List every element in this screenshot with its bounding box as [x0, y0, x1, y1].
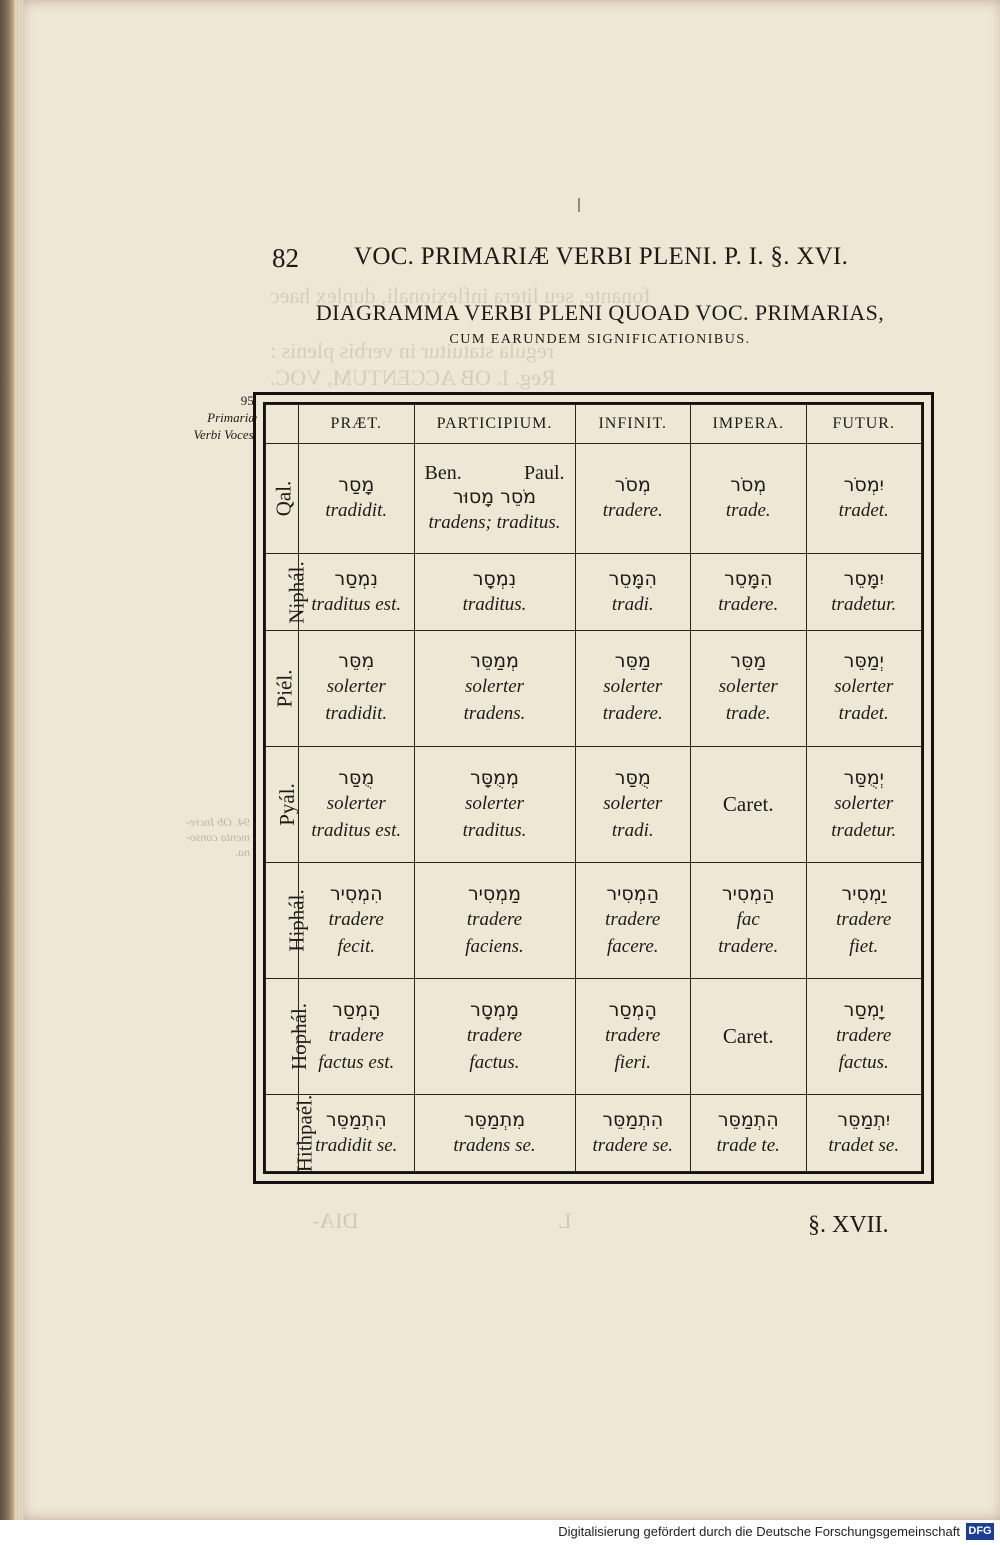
- row-label-text: Hophál.: [287, 1003, 312, 1071]
- table-row: [266, 863, 922, 979]
- ink-smudge: [578, 198, 580, 212]
- hebrew-form: מָמְסָר: [470, 998, 519, 1021]
- table-cell: [414, 979, 575, 1095]
- participle-subhead: Paul.: [523, 461, 565, 484]
- table-cell: [806, 979, 922, 1095]
- diagram-title: DIAGRAMMA VERBI PLENI QUOAD VOC. PRIMARIAS,: [315, 300, 885, 325]
- latin-gloss: trade.: [725, 500, 771, 522]
- table-cell: [575, 444, 691, 554]
- latin-gloss: fac: [736, 908, 760, 930]
- table-row: [266, 630, 922, 746]
- table-cell: [806, 863, 922, 979]
- table-cell: [414, 746, 575, 862]
- table-cell: [691, 863, 807, 979]
- latin-gloss: tradere: [836, 1024, 892, 1046]
- latin-gloss: factus est.: [318, 1051, 395, 1073]
- latin-gloss: faciens.: [465, 935, 524, 957]
- latin-gloss: solerter: [326, 792, 386, 814]
- hebrew-form: מָסַר: [338, 474, 375, 497]
- hebrew-form: מַמְסִיר: [467, 882, 522, 905]
- dfg-logo: DFG: [966, 1523, 994, 1540]
- latin-gloss: tradens.: [463, 703, 526, 725]
- latin-gloss: solerter: [718, 676, 778, 698]
- latin-gloss: fecit.: [337, 935, 375, 957]
- latin-gloss: solerter: [834, 792, 894, 814]
- hebrew-form: הִמָּסֵר: [724, 567, 773, 590]
- hebrew-form: יִמָּסֵר: [843, 567, 884, 590]
- row-label: [266, 444, 299, 554]
- table-cell: [414, 444, 575, 554]
- latin-gloss: tradet.: [838, 500, 889, 522]
- hebrew-form: מְמֻסָּר: [470, 766, 519, 789]
- hebrew-form: הִתְמַסֵּר: [602, 1108, 664, 1131]
- hebrew-form: מְמַסֵּר: [470, 650, 519, 673]
- latin-gloss: traditus.: [462, 593, 527, 615]
- latin-gloss: tradere: [328, 1024, 384, 1046]
- hebrew-form: נִמְסַר: [334, 567, 379, 590]
- column-header: INFINIT.: [575, 405, 691, 444]
- row-label: [266, 554, 309, 630]
- table-cell: [691, 746, 807, 862]
- hebrew-form: מְסֹר: [614, 474, 651, 497]
- diagram-subtitle: CUM EARUNDEM SIGNIFICATIONIBUS.: [449, 332, 751, 347]
- table-cell: [575, 979, 691, 1095]
- participle-subheads: [415, 462, 575, 485]
- table-cell: [806, 746, 922, 862]
- latin-gloss: tradere.: [602, 500, 663, 522]
- bleed-through-foot: L: [558, 1208, 572, 1233]
- table-row: [266, 554, 922, 630]
- book-binding: [0, 0, 14, 1545]
- hebrew-form: הִתְמַסֵּר: [325, 1108, 387, 1131]
- verb-diagram-table: [265, 404, 922, 1172]
- digitization-footer: [0, 1520, 1000, 1545]
- latin-gloss: tradere: [466, 908, 523, 930]
- row-label-text: Piél.: [272, 669, 297, 708]
- latin-gloss: tradi.: [611, 593, 654, 615]
- table-cell: [691, 630, 807, 746]
- hebrew-form: הַמְסִיר: [721, 882, 775, 905]
- table-cell: [575, 1095, 691, 1172]
- table-cell: [414, 630, 575, 746]
- participle-subhead: Ben.: [424, 461, 462, 484]
- latin-gloss: tradere.: [718, 935, 779, 957]
- table-cell: [691, 444, 807, 554]
- row-label: [266, 979, 312, 1095]
- row-label: [266, 746, 299, 862]
- hebrew-form: יְמֻסַּר: [843, 766, 884, 789]
- hebrew-form: מֻסַּר: [338, 766, 375, 789]
- latin-gloss: factus.: [469, 1051, 520, 1073]
- page-number: 82: [272, 243, 299, 273]
- hebrew-form: יִתְמַסֵּר: [837, 1108, 891, 1131]
- row-label-text: Pyál.: [274, 783, 299, 826]
- table-cell: [414, 554, 575, 630]
- column-header: IMPERA.: [691, 405, 807, 444]
- column-header: PARTICIPIUM.: [414, 405, 575, 444]
- latin-gloss: traditus est.: [311, 593, 402, 615]
- table-cell: [299, 554, 415, 630]
- table-row: [266, 1095, 922, 1172]
- table-cell: [299, 630, 415, 746]
- latin-gloss: tradet.: [838, 703, 889, 725]
- table-cell: [414, 1095, 575, 1172]
- latin-gloss: tradere: [605, 1024, 661, 1046]
- bleed-through-margin: 94. Ob Incre- menta conso- na.: [185, 815, 250, 859]
- latin-gloss: tradens se.: [453, 1134, 536, 1156]
- page-edge: [14, 0, 24, 1520]
- latin-gloss: tradet se.: [828, 1134, 900, 1156]
- table-row: [266, 979, 922, 1095]
- latin-gloss: solerter: [464, 792, 525, 814]
- bleed-through-foot: DIA-: [312, 1208, 359, 1233]
- table-cell: [299, 746, 415, 862]
- cell-plain-text: Caret.: [722, 1024, 774, 1049]
- hebrew-form: יַמְסִיר: [841, 882, 886, 905]
- table-cell: [414, 863, 575, 979]
- table-cell: [806, 630, 922, 746]
- latin-gloss: tradidit se.: [315, 1134, 398, 1156]
- hebrew-form: יִמְסֹר: [843, 474, 884, 497]
- table-cell: [575, 554, 691, 630]
- hebrew-form: הִמְסִיר: [329, 882, 383, 905]
- latin-gloss: traditus est.: [311, 819, 402, 841]
- margin-note: [165, 392, 257, 443]
- diagram-table-frame: [253, 392, 934, 1184]
- table-cell: [806, 444, 922, 554]
- hebrew-form: הָמְסַר: [332, 998, 381, 1021]
- hebrew-form: הִמָּסֵר: [608, 567, 657, 590]
- latin-gloss: solerter: [834, 676, 894, 698]
- latin-gloss: tradere.: [718, 593, 779, 615]
- cell-plain-text: Caret.: [722, 792, 774, 817]
- latin-gloss: tradi.: [611, 819, 654, 841]
- table-cell: [691, 554, 807, 630]
- latin-gloss: solerter: [603, 792, 663, 814]
- table-cell: [575, 630, 691, 746]
- margin-note-line: Verbi Voces.: [193, 427, 257, 442]
- latin-gloss: solerter: [603, 676, 663, 698]
- row-label-text: Niphál.: [284, 560, 309, 624]
- running-head: VOC. PRIMARIÆ VERBI PLENI. P. I. §. XVI.: [354, 243, 849, 270]
- latin-gloss: tradetur.: [831, 593, 897, 615]
- latin-gloss: tradere: [328, 908, 384, 930]
- row-label: [266, 863, 309, 979]
- latin-gloss: tradetur.: [831, 819, 897, 841]
- hebrew-form: יָמְסַר: [843, 998, 884, 1021]
- table-cell: [299, 979, 415, 1095]
- latin-gloss: facere.: [606, 935, 659, 957]
- hebrew-form: מֹסֵר מָסוּר: [452, 485, 537, 508]
- catchword: §. XVII.: [808, 1212, 889, 1238]
- latin-gloss: traditus.: [462, 819, 527, 841]
- latin-gloss: tradere.: [602, 703, 663, 725]
- hebrew-form: מַסֵּר: [730, 650, 767, 673]
- margin-note-line: Primariæ: [207, 410, 257, 425]
- margin-note-number: 95.: [240, 393, 257, 408]
- table-body: [266, 444, 922, 1172]
- row-label: [266, 1094, 317, 1172]
- table-cell: [299, 863, 415, 979]
- hebrew-form: מִסֵּר: [338, 650, 375, 673]
- table-cell: [691, 1095, 807, 1172]
- latin-gloss: fiet.: [849, 935, 879, 957]
- table-row: [266, 746, 922, 862]
- hebrew-form: הָמְסַר: [608, 998, 657, 1021]
- table-header-row: [266, 405, 922, 444]
- table-row: [266, 444, 922, 554]
- hebrew-form: מְסֹר: [730, 474, 767, 497]
- hebrew-form: הִתְמַסֵּר: [717, 1108, 779, 1131]
- latin-gloss: solerter: [464, 676, 525, 698]
- table-cell: [806, 554, 922, 630]
- corner-cell: [266, 405, 299, 444]
- latin-gloss: tradidit.: [325, 703, 388, 725]
- latin-gloss: tradidit.: [325, 500, 388, 522]
- latin-gloss: trade te.: [716, 1134, 780, 1156]
- latin-gloss: tradere: [836, 908, 892, 930]
- latin-gloss: factus.: [838, 1051, 889, 1073]
- latin-gloss: tradere se.: [592, 1134, 674, 1156]
- hebrew-form: מַסֵּר: [614, 650, 651, 673]
- hebrew-form: הַמְסִיר: [606, 882, 660, 905]
- hebrew-form: נִמְסָר: [472, 567, 517, 590]
- row-label-text: Hithpaél.: [292, 1094, 317, 1172]
- table-cell: [691, 979, 807, 1095]
- table-cell: [806, 1095, 922, 1172]
- table-cell: [575, 746, 691, 862]
- table-cell: [575, 863, 691, 979]
- column-header: PRÆT.: [299, 405, 415, 444]
- latin-gloss: fieri.: [614, 1051, 651, 1073]
- hebrew-form: מֻסַּר: [614, 766, 651, 789]
- row-label-text: Hiphál.: [284, 889, 309, 952]
- diagram-table-inner: [263, 402, 924, 1174]
- latin-gloss: tradere: [605, 908, 661, 930]
- hebrew-form: מִתְמַסֵּר: [463, 1108, 526, 1131]
- funding-credit: Digitalisierung gefördert durch die Deutsche Forschungsgemeinschaft: [558, 1524, 960, 1539]
- column-header: FUTUR.: [806, 405, 922, 444]
- table-cell: [299, 444, 415, 554]
- row-label-text: Qal.: [271, 480, 296, 517]
- hebrew-form: יְמַסֵּר: [843, 650, 884, 673]
- running-header: [270, 243, 930, 283]
- row-label: [266, 630, 299, 746]
- latin-gloss: solerter: [326, 676, 386, 698]
- latin-gloss: trade.: [725, 703, 771, 725]
- latin-gloss: tradere: [466, 1024, 523, 1046]
- latin-gloss: tradens; traditus.: [428, 511, 561, 533]
